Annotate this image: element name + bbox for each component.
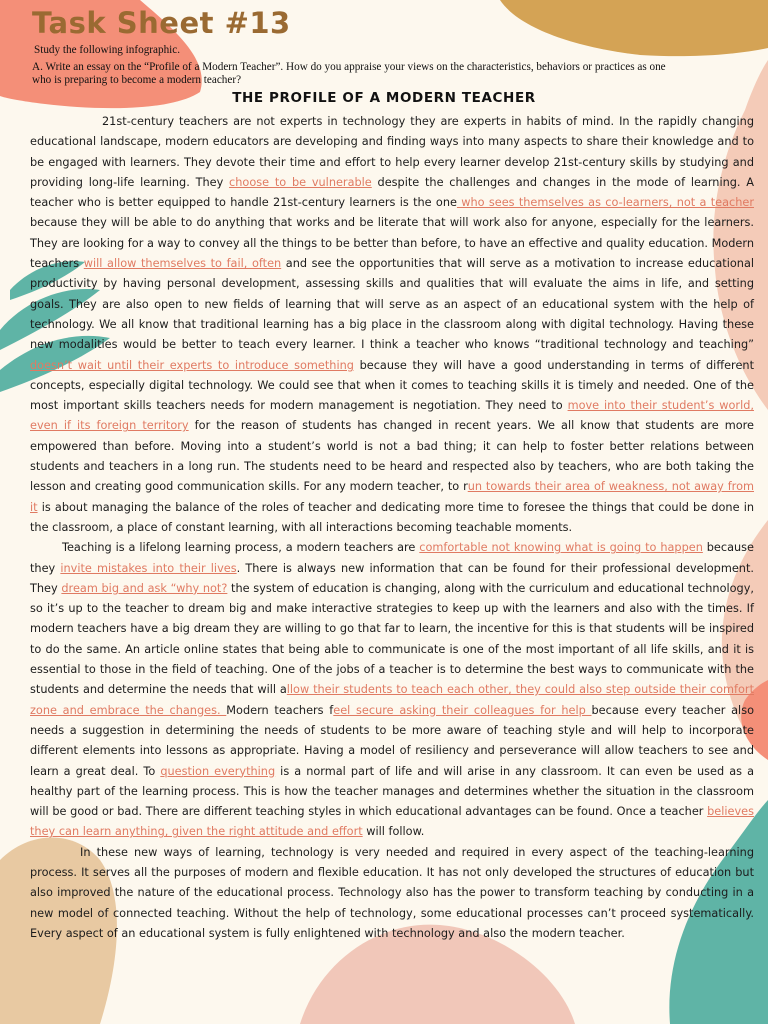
highlight-run-towards-weakness: un towards their area of weakness, not away from it [30, 480, 754, 514]
p1-text-4: and see the opportunities that will serve as a motivation to increase educational productivity by having personal development, assessing skills and qualities that will evaluate the aims in life, and setting goals. They are also open to new fields of learning that will serve as an aspect of an educational system with the help of technology. We all know that traditional learning has a big place in the classroom along with digital technology. Having these new modalities would be better to teach every learner. I think a teacher who knows “traditional technology and teaching” [30, 257, 754, 352]
p2-text-3: . There is always new information that can be found for their professional development. They [30, 561, 754, 595]
instruction-essay-line2: who is preparing to become a modern teacher? [32, 74, 242, 86]
p1-text-7: is about managing the balance of the roles of teacher and dedicating more time to foresee the things that could be done in the classroom, a place of constant learning, with all interactions becoming teachable moments. [30, 500, 754, 534]
highlight-believes-they-can-learn: believes they can learn anything, given the right attitude and effort [30, 805, 754, 839]
highlight-invite-mistakes: invite mistakes into their lives [60, 561, 237, 575]
highlight-doesnt-wait: doesn’t wait until their experts to introduce something [30, 358, 354, 372]
p2-text-7: is a normal part of life and will arise in any classroom. It can even be used as a healthy part of the learning process. This is how the teacher manages and determines whether the situation in the classroom will be good or bad. There are different teaching styles in which educational advantages can be found. Once a teacher [30, 764, 754, 819]
highlight-choose-to-be-vulnerable: choose to be vulnerable [229, 175, 372, 189]
p2-text-8: will follow. [362, 825, 425, 839]
p1-text-6: for the reason of students has changed in recent years. We all know that students are more empowered than before. Moving into a student’s world is not a bad thing; it can help to foster better relations between students and teachers in a long run. The students need to be heard and respected also by teachers, who are both taking the lesson and creating good communication skills. For any modern teacher, to r [30, 419, 754, 494]
instruction-study: Study the following infographic. [34, 44, 181, 56]
p2-text-6: because every teacher also needs a suggestion in determining the needs of students to be more aware of teaching style and will help to incorporate different elements into lessons as appropriate. Having a model of resiliency and perseverance will allow teachers to see and learn a great deal. To [30, 703, 754, 778]
highlight-allow-themselves-to-fail: will allow themselves to fail, often [83, 257, 282, 271]
sheet-title: Task Sheet #13 [32, 6, 291, 40]
p1-text-1: 21st-century teachers are not experts in technology they are experts in habits of mind. In the rapidly changing educational landscape, modern educators are developing and finding ways into many aspects to share their knowledge and to be engaged with learners. They devote their time and effort to help every learner develop 21st-century skills by studying and providing long-life learning. They [30, 115, 754, 189]
p1-text-5: because they will have a good understanding in terms of different concepts, especially digital technology. We could see that when it comes to teaching skills it is timely and needed. One of the most important skills teachers needs for modern management is negotiation. They need to [30, 358, 754, 413]
highlight-dream-big: dream big and ask “why not? [61, 581, 228, 595]
highlight-allow-students-to-teach: llow their students to teach each other, they could also step outside their comfort zone and embrace the changes. [30, 683, 754, 717]
essay-title: THE PROFILE OF A MODERN TEACHER [232, 90, 536, 106]
p2-text-2: because they [30, 541, 755, 575]
highlight-feel-secure-asking: eel secure asking their colleagues for help [333, 703, 592, 717]
p2-text-1: Teaching is a lifelong learning process, a modern teachers are [62, 541, 420, 555]
essay-paragraph-2 [30, 538, 754, 842]
essay-body [30, 112, 754, 944]
p2-text-5: Modern teachers f [226, 703, 334, 717]
p1-text-2: despite the challenges and changes in the mode of learning. A teacher who is better equipped to handle 21st-century learners is the one [30, 175, 755, 210]
highlight-question-everything: question everything [160, 764, 276, 778]
highlight-co-learners: who sees themselves as co-learners, not a teacher [456, 196, 754, 210]
highlight-move-into-students-world: move into their student’s world, even if its foreign territory [30, 399, 754, 433]
essay-paragraph-3: In these new ways of learning, technology is very needed and required in every aspect of the teaching-learning process. It serves all the purposes of modern and flexible education. It has not only developed the structures of education but also improved the nature of the educational process. Technology also has the power to transform teaching by conducting in a new model of connected teaching. Without the help of technology, some educational processes can’t proceed systematically. Every aspect of an educational system is fully enlightened with technology and also the modern teacher. [30, 845, 754, 940]
instruction-essay-line1: A. Write an essay on the “Profile of a Modern Teacher”. How do you appraise your views on the characteristics, behaviors or practices as one [32, 61, 666, 73]
essay-paragraph-1 [30, 112, 754, 538]
highlight-comfortable-not-knowing: comfortable not knowing what is going to happen [419, 541, 703, 555]
p1-text-3: because they will be able to do anything that works and be literate that will work also for anyone, especially for the learners. They are looking for a way to convey all the things to be better than before, to have an effective and quality education. Modern teachers [30, 216, 754, 271]
p2-text-4: the system of education is changing, along with the curriculum and educational technology, so it’s up to the teacher to dream big and make interactive strategies to keep up with the learners and also with the times. If modern teachers have a big dream they are willing to go that far to learn, the incentive for this is that students will be inspired to do the same. An article online states that being able to communicate is one of the most important of all life skills, and it is essential to those in the field of teaching. One of the jobs of a teacher is to determine the best ways to communicate with the students and determine the needs that will a [30, 581, 755, 697]
